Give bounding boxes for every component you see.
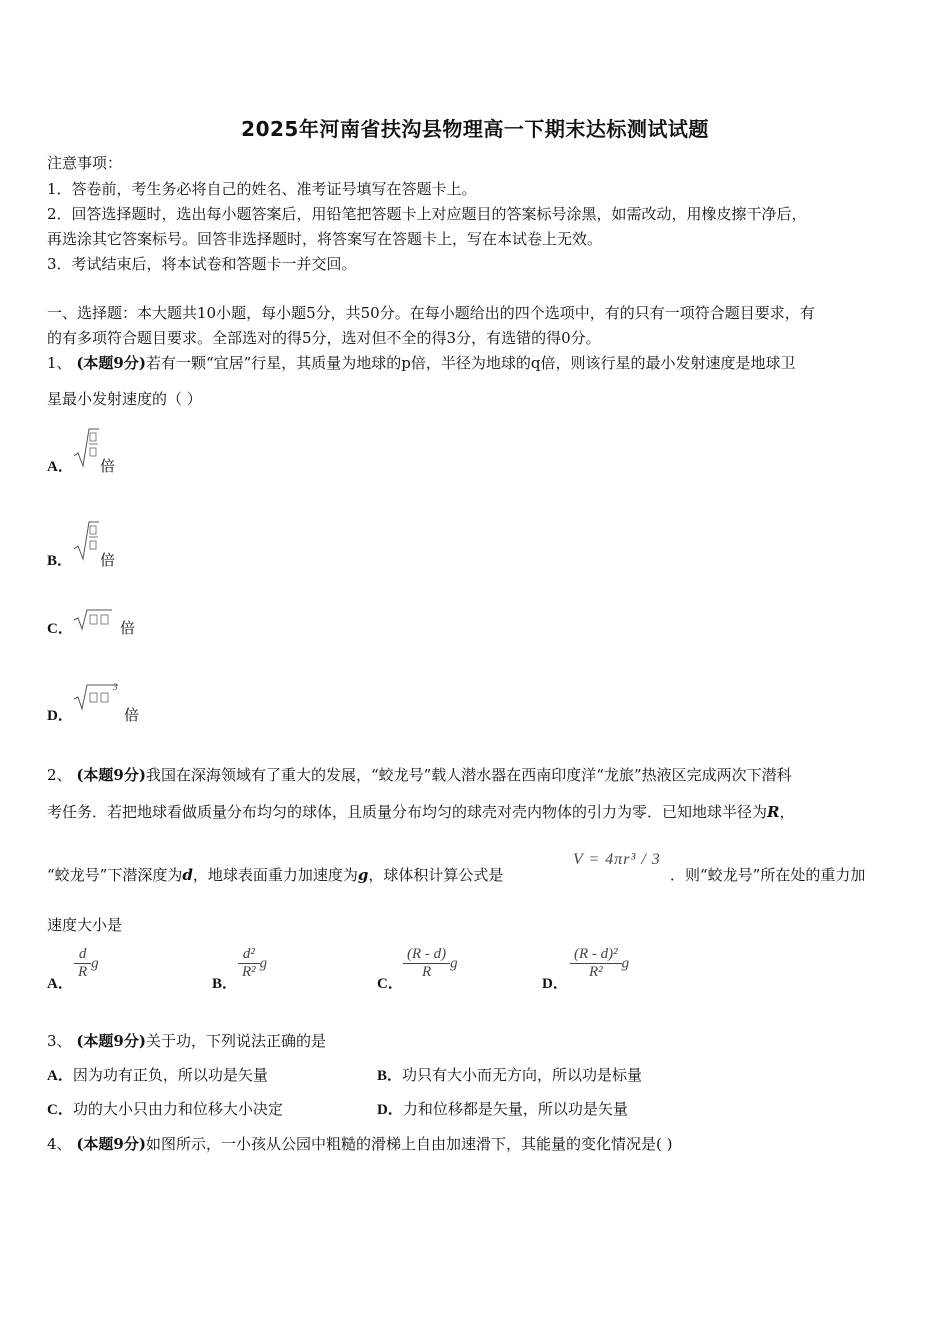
- q1-option-b-sqrt-frac: [72, 519, 100, 563]
- q3-option-d: [377, 1098, 628, 1119]
- q2-option-d-denominator: R²: [570, 963, 622, 981]
- q2-var-g: g: [357, 866, 369, 884]
- notice-heading: 注意事项：: [47, 154, 123, 172]
- q2-text3c: ，地球表面重力加速度为: [192, 866, 358, 884]
- q2-option-d-numerator: (R - d)²: [574, 946, 618, 962]
- q3-option-d-label: D．: [377, 1102, 403, 1118]
- q3-score: (本题9分): [76, 1032, 146, 1050]
- q1-option-b-suffix: 倍: [100, 551, 116, 569]
- q2-option-d-label: D．: [542, 976, 568, 992]
- q3-number: 3、: [47, 1032, 72, 1050]
- q2-text3f: ．则“蛟龙号”所在处的重力加: [670, 866, 866, 884]
- q4-text: 如图所示，一小孩从公园中粗糙的滑梯上自由加速滑下，其能量的变化情况是( ): [145, 1135, 673, 1153]
- q3-option-a-text: 因为功有正负，所以功是矢量: [72, 1066, 268, 1084]
- notice-item-2-cont: 再选涂其它答案标号。回答非选择题时，将答案写在答题卡上，写在本试卷上无效。: [47, 230, 603, 248]
- q4-number: 4、: [47, 1135, 72, 1153]
- q2-option-c-label: C．: [377, 976, 403, 992]
- q2-option-b-denominator: R²: [238, 963, 260, 981]
- page-title: 2025年河南省扶沟县物理高一下期末达标测试试题: [241, 117, 709, 141]
- q2-option-a-g: g: [91, 955, 99, 972]
- q3-option-c: [47, 1098, 283, 1119]
- q2-number: 2、: [47, 766, 72, 784]
- q1-text1: 若有一颗“宜居”行星，其质量为地球的p倍，半径为地球的q倍，则该行星的最小发射速度是地球卫: [145, 354, 796, 372]
- notice-item-3: 3．考试结束后，将本试卷和答题卡一并交回。: [47, 255, 357, 273]
- q3-option-b: [377, 1064, 642, 1085]
- q4-score: (本题9分): [76, 1135, 146, 1153]
- q2-option-b-numerator: d²: [242, 946, 255, 962]
- q1-option-a-label: A．: [47, 459, 73, 475]
- q2-line3: [47, 864, 503, 885]
- q2-option-c-formula: [403, 946, 458, 981]
- q1-option-c-suffix: 倍: [120, 619, 136, 637]
- q3-text: 关于功，下列说法正确的是: [145, 1032, 326, 1050]
- q2-option-b-g: g: [259, 955, 268, 972]
- q2-option-c-denominator: R: [403, 963, 450, 981]
- q3-line1: [47, 1030, 326, 1051]
- q2-option-c-numerator: (R - d): [407, 946, 447, 962]
- q3-option-b-text: 功只有大小而无方向，所以功是标量: [402, 1066, 643, 1084]
- q1-score: (本题9分): [76, 354, 146, 372]
- q2-text3a: “蛟龙号”下潜深度为: [47, 866, 183, 884]
- q2-text2c: ，: [779, 803, 795, 821]
- q2-option-a-denominator: R: [74, 963, 91, 981]
- q2-text3e: ，球体积计算公式是: [368, 866, 504, 884]
- notice-item-1: 1．答卷前，考生务必将自己的姓名、准考证号填写在答题卡上。: [47, 180, 477, 198]
- q1-option-a-suffix: 倍: [100, 457, 116, 475]
- q1-option-d-exponent: 3: [113, 682, 118, 692]
- section1-line2: 的有多项符合题目要求。全部选对的得5分，选对但不全的得3分，有选错的得0分。: [47, 329, 601, 347]
- q2-score: (本题9分): [76, 766, 146, 784]
- q2-var-d: d: [182, 866, 193, 884]
- q2-option-b-formula: [238, 946, 267, 981]
- q3-option-a: [47, 1064, 268, 1085]
- q1-number: 1、: [47, 354, 72, 372]
- q1-line1: [47, 352, 796, 373]
- q2-text1: 我国在深海领域有了重大的发展，“蛟龙号”载人潜水器在西南印度洋“龙旅”热液区完成两次下潜科: [145, 766, 792, 784]
- q3-option-c-label: C．: [47, 1102, 73, 1118]
- q2-option-a-label: A．: [47, 976, 73, 992]
- q1-option-c-sqrt-product: [72, 608, 114, 632]
- q2-var-R: R: [767, 803, 780, 821]
- q2-line1: [47, 764, 792, 785]
- q2-option-c-g: g: [450, 955, 458, 972]
- q1-option-d-suffix: 倍: [124, 706, 140, 724]
- notice-item-2: 2．回答选择题时，选出每小题答案后，用铅笔把答题卡上对应题目的答案标号涂黑，如需改动，用橡皮擦干净后，: [47, 205, 807, 223]
- q1-line2: 星最小发射速度的（ ）: [47, 390, 202, 408]
- q3-option-b-label: B．: [377, 1068, 403, 1084]
- section1-line1: 一、选择题：本大题共10小题，每小题5分，共50分。在每小题给出的四个选项中，有的只有一项符合题目要求，有: [47, 304, 815, 322]
- q2-option-b-label: B．: [212, 976, 238, 992]
- q1-option-c-label: C．: [47, 621, 73, 637]
- q2-option-d-formula: [570, 946, 629, 981]
- q1-option-d-label: D．: [47, 708, 73, 724]
- q2-line2: [47, 801, 795, 822]
- q2-option-d-g: g: [621, 955, 630, 972]
- q4-line1: [47, 1133, 672, 1154]
- q2-line4: 速度大小是: [47, 916, 123, 934]
- q3-option-a-label: A．: [47, 1068, 73, 1084]
- q1-option-b-label: B．: [47, 553, 73, 569]
- q3-option-d-text: 力和位移都是矢量，所以功是矢量: [402, 1100, 628, 1118]
- q2-option-a-numerator: d: [78, 946, 87, 962]
- q2-volume-formula: V = 4πr³ / 3: [573, 851, 661, 868]
- q2-option-a-formula: [74, 946, 99, 981]
- q3-option-c-text: 功的大小只由力和位移大小决定: [72, 1100, 283, 1118]
- q2-text2a: 考任务．若把地球看做质量分布均匀的球体，且质量分布均匀的球壳对壳内物体的引力为零．已知地球半径为: [47, 803, 768, 821]
- q1-option-a-sqrt-frac: [72, 426, 100, 470]
